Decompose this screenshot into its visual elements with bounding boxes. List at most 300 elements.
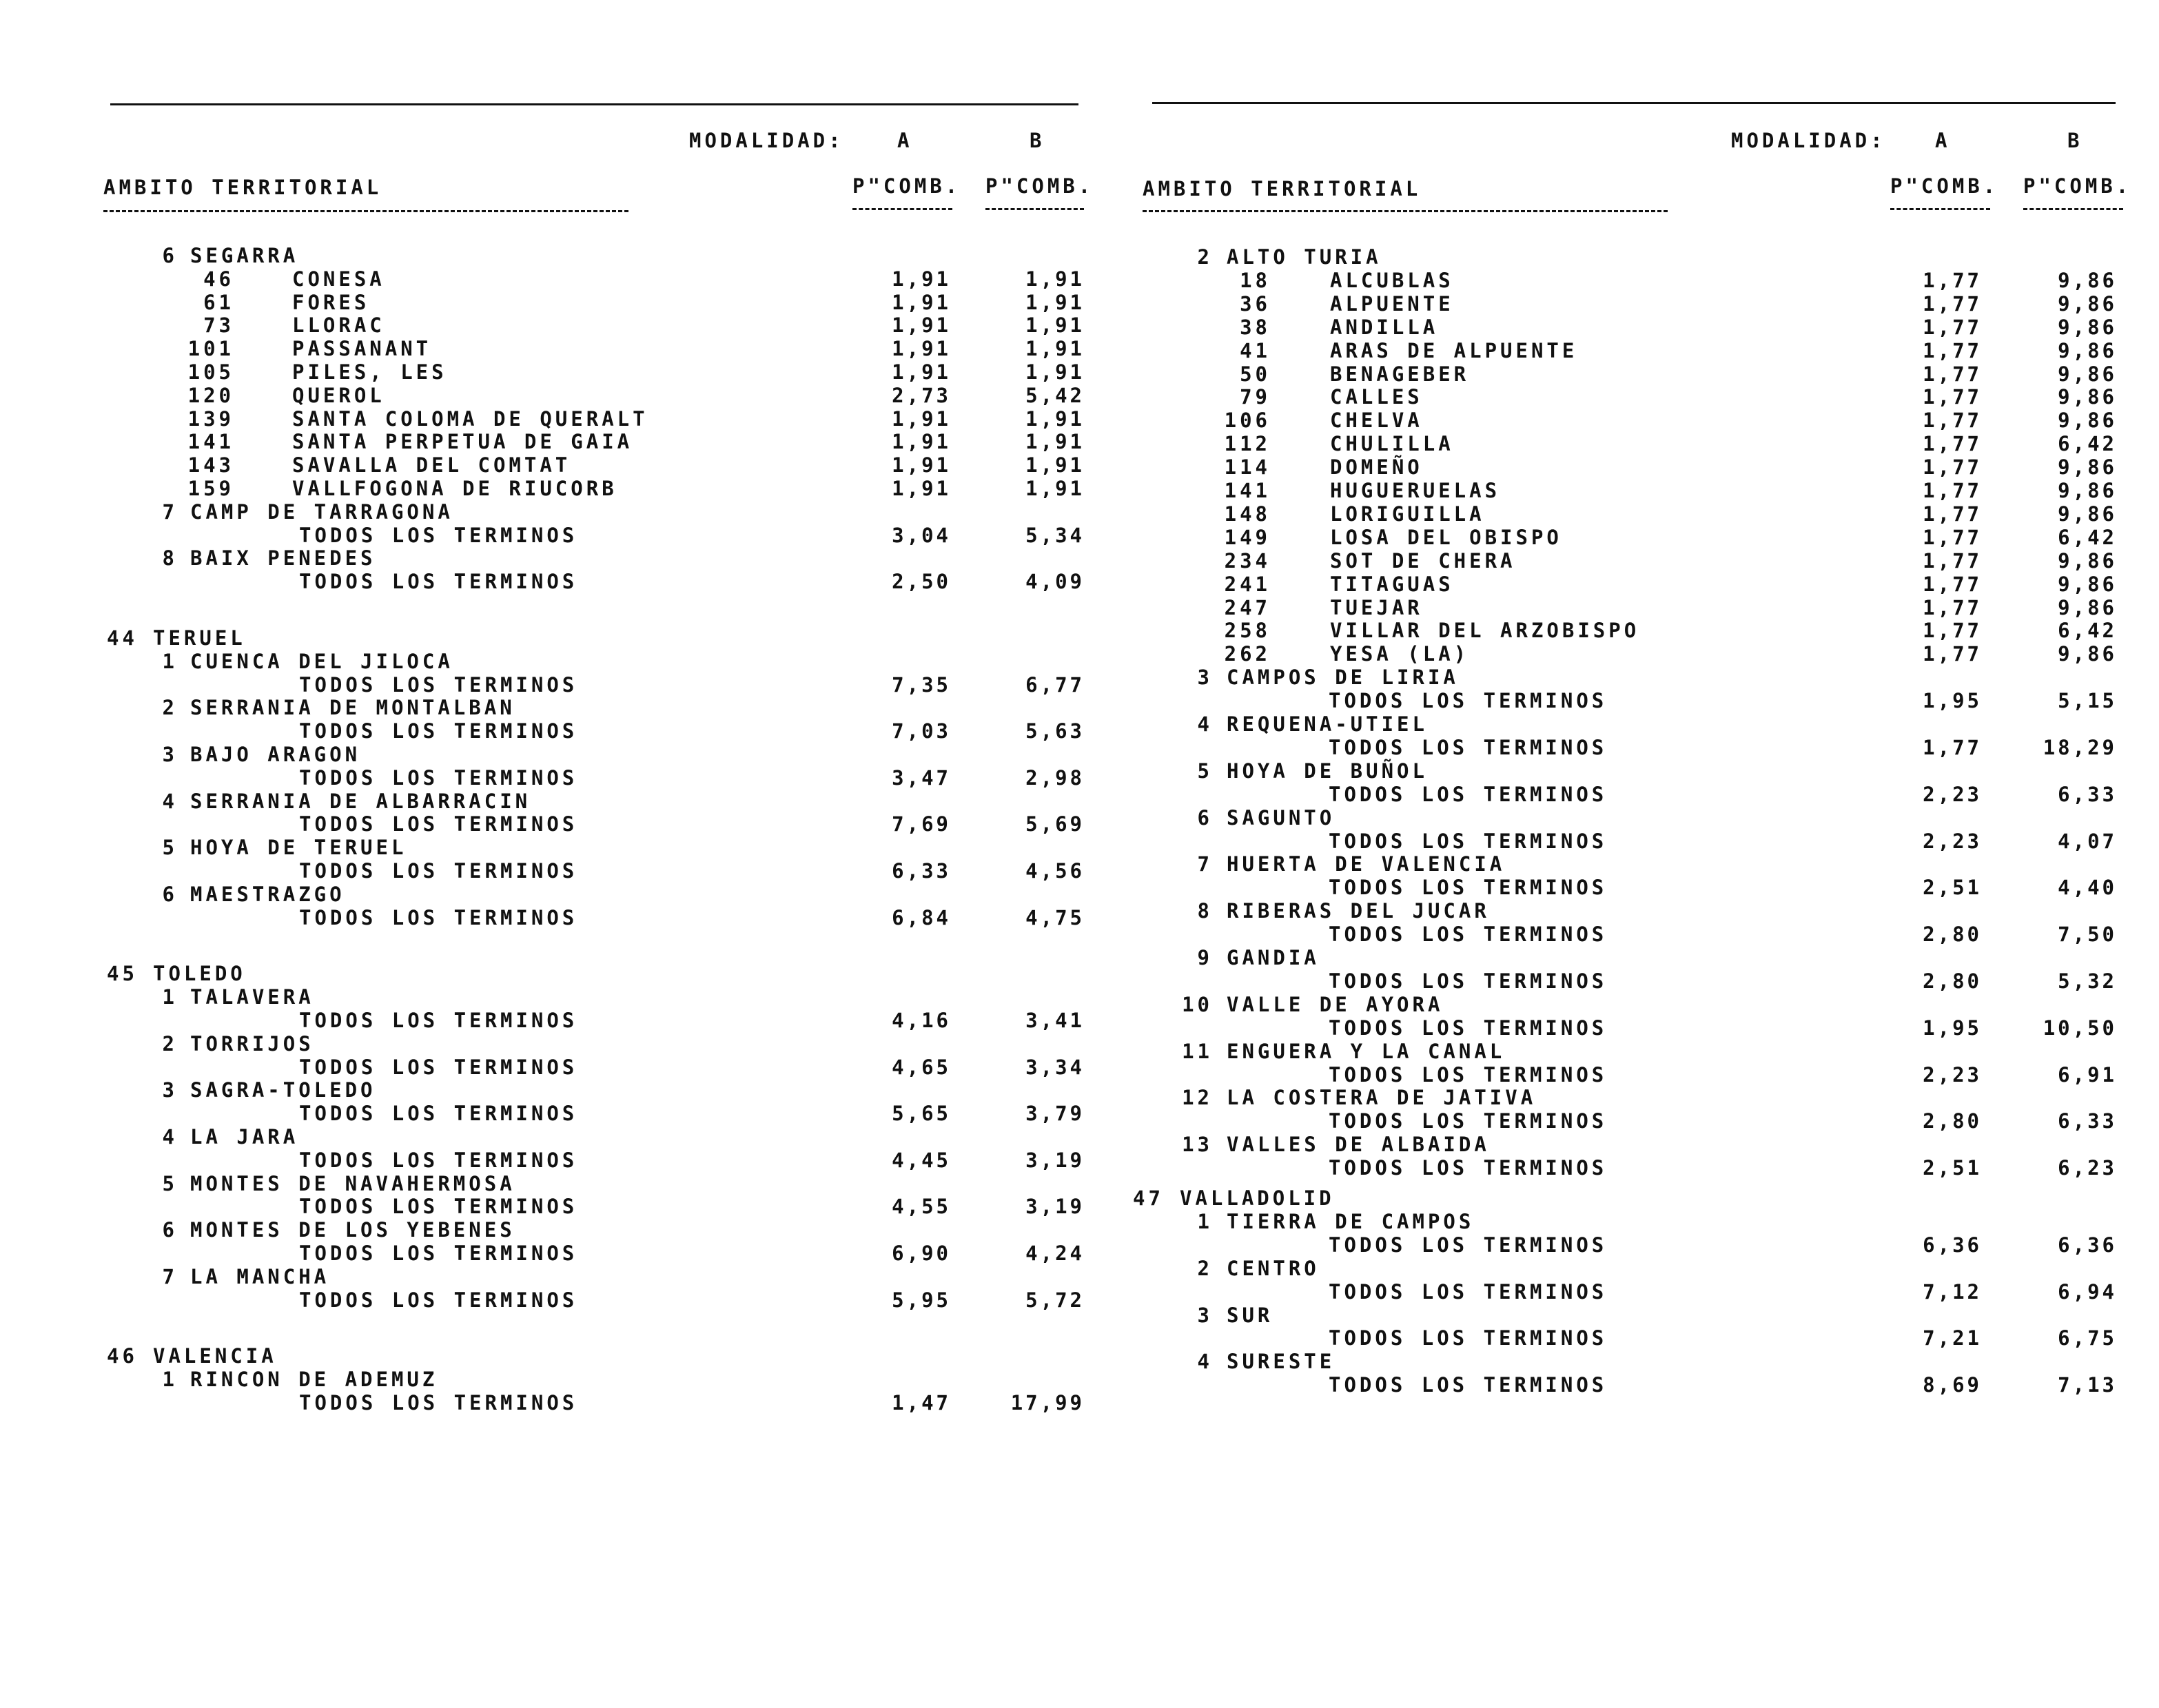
value-a: 2,23 [1923,782,1982,806]
table-row [1103,689,2159,712]
table-row [0,1056,1103,1079]
row-name: SANTA COLOMA DE QUERALT [292,407,648,431]
table-row [0,836,1103,859]
row-name: TODOS LOS TERMINOS [299,523,578,547]
row-name: TODOS LOS TERMINOS [299,570,578,594]
value-a: 4,65 [892,1055,951,1079]
value-a: 2,51 [1923,1156,1982,1180]
row-code: 12 [1182,1086,1213,1110]
row-code: 159 [187,477,234,500]
table-row [0,1344,1103,1368]
table-row [1103,876,2159,899]
row-name: CUENCA DEL JILOCA [190,649,453,673]
row-name: ALCUBLAS [1330,268,1454,292]
row-name: HUGUERUELAS [1330,479,1501,502]
value-b: 9,86 [2058,572,2117,596]
table-row [1103,245,2159,269]
value-a: 6,90 [892,1242,951,1265]
row-name: FORES [292,290,370,314]
row-code: 112 [1224,432,1271,456]
table-row [1103,993,2159,1016]
row-name: SUR [1227,1303,1273,1327]
table-row [1103,409,2159,432]
value-a: 5,65 [892,1102,951,1126]
row-name: CALLES [1330,385,1423,409]
value-a: 4,16 [892,1009,951,1032]
value-b: 5,34 [1025,523,1085,547]
row-code: 46 [203,267,234,291]
row-name: SANTA PERPETUA DE GAIA [292,430,633,454]
row-name: TODOS LOS TERMINOS [1329,829,1608,853]
modalidad-label: MODALIDAD: [689,129,844,152]
value-b: 9,86 [2058,268,2117,292]
table-row [1103,339,2159,362]
row-name: VILLAR DEL ARZOBISPO [1330,619,1640,643]
value-b: 3,19 [1025,1195,1085,1219]
row-name: TODOS LOS TERMINOS [299,1242,578,1265]
row-name: TODOS LOS TERMINOS [299,905,578,929]
row-code: 6 [162,1218,178,1242]
table-row [0,1102,1103,1125]
row-code: 4 [1197,712,1213,736]
table-row [1103,1304,2159,1327]
value-a: 1,91 [892,407,951,431]
row-code: 38 [1240,315,1271,339]
value-a: 1,77 [1923,385,1982,409]
row-name: VALLADOLID [1180,1186,1335,1210]
value-a: 8,69 [1923,1373,1982,1397]
row-code: 1 [162,649,178,673]
table-row [0,906,1103,929]
row-code: 1 [162,985,178,1009]
row-name: TODOS LOS TERMINOS [299,719,578,743]
pcomb-b-underline [985,208,1084,210]
row-code: 3 [1197,666,1213,690]
row-name: LLORAC [292,313,385,338]
row-code: 10 [1182,992,1213,1016]
table-row [1103,946,2159,969]
row-code: 79 [1240,385,1271,409]
table-row [0,407,1103,431]
table-row [1103,316,2159,339]
row-code: 41 [1240,338,1271,362]
pcomb-a-header: P"COMB. [1890,174,1999,198]
value-b: 3,34 [1025,1055,1085,1079]
row-code: 18 [1240,268,1271,292]
value-a: 1,77 [1923,432,1982,456]
ambito-underline [1143,210,1668,212]
table-row [0,1172,1103,1195]
value-a: 1,77 [1923,595,1982,619]
table-row [0,1288,1103,1312]
pcomb-a-underline [1890,208,1990,210]
value-a: 1,47 [892,1391,951,1414]
value-a: 2,51 [1923,876,1982,900]
row-code: 2 [1197,1256,1213,1280]
table-row [0,650,1103,673]
value-a: 1,77 [1923,409,1982,433]
value-a: 4,55 [892,1195,951,1219]
value-b: 1,91 [1025,360,1085,384]
row-name: MAESTRAZGO [190,882,345,906]
value-a: 1,77 [1923,619,1982,643]
value-a: 1,77 [1923,642,1982,666]
row-code: 45 [107,962,138,986]
table-row [1103,923,2159,946]
value-b: 1,91 [1025,430,1085,454]
value-a: 1,91 [892,337,951,361]
value-b: 17,99 [1010,1391,1085,1414]
table-row [0,1149,1103,1172]
row-code: 241 [1224,572,1271,596]
row-code: 8 [1197,899,1213,923]
value-b: 6,42 [2058,432,2117,456]
row-name: SERRANIA DE ALBARRACIN [190,789,531,813]
value-a: 1,91 [892,360,951,384]
row-name: CHELVA [1330,409,1423,433]
table-row [0,453,1103,477]
row-name: SOT DE CHERA [1330,548,1516,573]
row-name: HUERTA DE VALENCIA [1227,852,1506,876]
row-name: TODOS LOS TERMINOS [1329,1062,1608,1087]
table-row [1103,830,2159,853]
row-code: 143 [187,453,234,477]
pcomb-b-header: P"COMB. [985,174,1094,198]
row-name: HOYA DE BUÑOL [1227,759,1428,783]
row-name: TODOS LOS TERMINOS [299,672,578,697]
row-code: 3 [162,743,178,766]
value-b: 9,86 [2058,455,2117,480]
row-code: 2 [162,696,178,720]
value-a: 7,12 [1923,1279,1982,1304]
value-a: 1,91 [892,313,951,338]
value-a: 3,04 [892,523,951,547]
row-name: REQUENA-UTIEL [1227,712,1428,736]
row-name: TODOS LOS TERMINOS [1329,1109,1608,1133]
value-b: 5,72 [1025,1288,1085,1312]
row-name: LA JARA [190,1125,299,1149]
value-b: 1,91 [1025,267,1085,291]
value-a: 1,77 [1923,291,1982,316]
value-a: 1,77 [1923,572,1982,596]
row-name: LA MANCHA [190,1264,330,1288]
row-name: LORIGUILLA [1330,502,1485,526]
row-code: 141 [187,430,234,454]
table-row [0,524,1103,547]
row-name: CAMP DE TARRAGONA [190,500,453,524]
row-name: VALLE DE AYORA [1227,992,1444,1016]
table-row [1103,526,2159,549]
value-b: 6,23 [2058,1156,2117,1180]
row-name: SERRANIA DE MONTALBAN [190,696,515,720]
value-b: 1,91 [1025,453,1085,477]
row-code: 6 [1197,805,1213,830]
row-code: 120 [187,383,234,407]
value-b: 4,75 [1025,905,1085,929]
table-row [0,291,1103,314]
table-row [1103,269,2159,292]
value-a: 7,21 [1923,1326,1982,1350]
row-name: TODOS LOS TERMINOS [1329,1156,1608,1180]
row-name: TODOS LOS TERMINOS [299,1288,578,1312]
row-code: 148 [1224,502,1271,526]
row-code: 46 [107,1344,138,1368]
row-name: VALLFOGONA DE RIUCORB [292,477,617,500]
table-row [1103,573,2159,596]
value-b: 5,63 [1025,719,1085,743]
value-b: 9,86 [2058,315,2117,339]
row-name: TODOS LOS TERMINOS [299,1102,578,1126]
value-b: 6,33 [2058,782,2117,806]
row-code: 262 [1224,642,1271,666]
row-name: TODOS LOS TERMINOS [1329,876,1608,900]
row-name: TODOS LOS TERMINOS [299,765,578,790]
table-row [0,883,1103,906]
row-name: TIERRA DE CAMPOS [1227,1209,1475,1233]
value-a: 1,95 [1923,1016,1982,1040]
row-code: 234 [1224,548,1271,573]
table-row [1103,549,2159,573]
value-b: 4,24 [1025,1242,1085,1265]
value-b: 1,91 [1025,290,1085,314]
row-name: VALLES DE ALBAIDA [1227,1133,1490,1157]
row-name: TODOS LOS TERMINOS [299,1195,578,1219]
row-code: 2 [1197,245,1213,269]
row-name: SAVALLA DEL COMTAT [292,453,571,477]
row-code: 101 [187,337,234,361]
row-code: 247 [1224,595,1271,619]
table-row [0,1218,1103,1242]
table-row [0,719,1103,743]
value-b: 9,86 [2058,362,2117,386]
table-row [1103,1326,2159,1350]
row-code: 5 [162,1171,178,1195]
value-a: 1,91 [892,477,951,500]
row-name: ALTO TURIA [1227,245,1382,269]
table-row [1103,806,2159,830]
value-a: 2,23 [1923,1062,1982,1087]
row-name: SAGRA-TOLEDO [190,1078,376,1102]
row-name: CHULILLA [1330,432,1454,456]
modalidad-label: MODALIDAD: [1731,129,1886,152]
value-b: 10,50 [2043,1016,2117,1040]
value-b: 3,41 [1025,1009,1085,1032]
top-rule [110,103,1078,105]
table-row [0,244,1103,267]
row-code: 47 [1133,1186,1164,1210]
value-a: 1,77 [1923,338,1982,362]
value-b: 9,86 [2058,409,2117,433]
value-b: 1,91 [1025,477,1085,500]
value-b: 6,42 [2058,525,2117,549]
value-b: 5,69 [1025,812,1085,836]
value-b: 3,19 [1025,1148,1085,1172]
table-row [1103,1133,2159,1156]
value-a: 1,77 [1923,502,1982,526]
ambito-underline [103,210,628,212]
modalidad-a-label: A [897,129,913,152]
table-row [1103,1373,2159,1397]
row-name: TODOS LOS TERMINOS [299,859,578,883]
table-row [0,430,1103,453]
value-a: 1,91 [892,453,951,477]
value-b: 5,15 [2058,689,2117,713]
value-a: 1,91 [892,430,951,454]
row-name: GANDIA [1227,946,1320,969]
row-name: VALENCIA [153,1344,277,1368]
row-code: 105 [187,360,234,384]
table-row [0,477,1103,500]
value-b: 1,91 [1025,337,1085,361]
value-b: 1,91 [1025,407,1085,431]
value-b: 9,86 [2058,385,2117,409]
top-rule [1152,102,2116,104]
table-row [0,985,1103,1009]
row-code: 7 [162,1264,178,1288]
row-code: 4 [1197,1350,1213,1374]
modalidad-a-label: A [1935,129,1951,152]
row-name: SEGARRA [190,244,299,267]
modalidad-b-label: B [2067,129,2083,152]
value-a: 7,03 [892,719,951,743]
row-name: PILES, LES [292,360,447,384]
table-row [0,313,1103,337]
row-name: BENAGEBER [1330,362,1470,386]
row-code: 106 [1224,409,1271,433]
row-name: TODOS LOS TERMINOS [299,1391,578,1414]
table-row [0,1195,1103,1218]
row-name: ENGUERA Y LA CANAL [1227,1039,1506,1063]
table-row [1103,502,2159,526]
value-a: 2,80 [1923,923,1982,947]
value-a: 1,77 [1923,455,1982,480]
value-a: 6,33 [892,859,951,883]
table-row [1103,1109,2159,1133]
table-row [1103,1086,2159,1109]
pcomb-a-header: P"COMB. [852,174,961,198]
value-b: 18,29 [2043,735,2117,759]
value-b: 5,42 [1025,383,1085,407]
table-row [1103,1350,2159,1373]
value-b: 9,86 [2058,338,2117,362]
value-a: 1,95 [1923,689,1982,713]
value-b: 6,91 [2058,1062,2117,1087]
value-a: 7,35 [892,672,951,697]
row-name: TODOS LOS TERMINOS [299,1009,578,1032]
row-code: 3 [162,1078,178,1102]
value-b: 9,86 [2058,479,2117,502]
table-row [1103,1210,2159,1233]
row-name: CAMPOS DE LIRIA [1227,666,1459,690]
row-name: TOLEDO [153,962,246,986]
table-row [1103,1257,2159,1280]
row-name: QUEROL [292,383,385,407]
table-row [0,626,1103,650]
row-code: 50 [1240,362,1271,386]
row-name: MONTES DE NAVAHERMOSA [190,1171,515,1195]
value-a: 5,95 [892,1288,951,1312]
row-name: DOMEÑO [1330,455,1423,480]
row-name: TUEJAR [1330,595,1423,619]
value-b: 6,77 [1025,672,1085,697]
row-code: 44 [107,626,138,650]
value-b: 9,86 [2058,595,2117,619]
table-row [0,1391,1103,1414]
value-b: 3,79 [1025,1102,1085,1126]
value-a: 2,23 [1923,829,1982,853]
table-row [0,790,1103,813]
table-row [0,743,1103,766]
row-name: TODOS LOS TERMINOS [1329,1326,1608,1350]
value-b: 4,56 [1025,859,1085,883]
row-code: 4 [162,1125,178,1149]
value-b: 7,13 [2058,1373,2117,1397]
value-b: 9,86 [2058,642,2117,666]
value-b: 7,50 [2058,923,2117,947]
value-b: 6,33 [2058,1109,2117,1133]
row-code: 5 [1197,759,1213,783]
value-a: 1,77 [1923,315,1982,339]
table-row [1103,385,2159,409]
row-code: 7 [1197,852,1213,876]
table-row [0,1009,1103,1032]
row-name: TODOS LOS TERMINOS [1329,1279,1608,1304]
value-b: 2,98 [1025,765,1085,790]
table-row [1103,432,2159,455]
row-name: TODOS LOS TERMINOS [1329,1373,1608,1397]
row-name: TODOS LOS TERMINOS [1329,923,1608,947]
value-a: 4,45 [892,1148,951,1172]
table-row [0,673,1103,697]
table-row [1103,969,2159,993]
row-code: 258 [1224,619,1271,643]
row-code: 61 [203,290,234,314]
value-a: 2,73 [892,383,951,407]
table-row [1103,1186,2159,1210]
table-row [0,766,1103,790]
row-name: RIBERAS DEL JUCAR [1227,899,1490,923]
value-a: 2,50 [892,570,951,594]
table-row [0,859,1103,883]
value-a: 6,84 [892,905,951,929]
row-code: 73 [203,313,234,338]
table-row [1103,1280,2159,1304]
value-b: 6,36 [2058,1233,2117,1257]
row-name: ALPUENTE [1330,291,1454,316]
table-row [1103,292,2159,316]
table-row [1103,899,2159,923]
value-b: 4,07 [2058,829,2117,853]
row-name: LOSA DEL OBISPO [1330,525,1562,549]
value-a: 2,80 [1923,969,1982,993]
row-name: YESA (LA) [1330,642,1470,666]
value-a: 6,36 [1923,1233,1982,1257]
value-a: 3,47 [892,765,951,790]
row-name: SAGUNTO [1227,805,1336,830]
table-row [1103,1233,2159,1257]
value-b: 6,42 [2058,619,2117,643]
row-code: 5 [162,836,178,860]
row-name: PASSANANT [292,337,432,361]
row-code: 114 [1224,455,1271,480]
row-name: TODOS LOS TERMINOS [1329,969,1608,993]
table-row [1103,619,2159,642]
right-column [1103,0,2159,1708]
row-name: TODOS LOS TERMINOS [1329,735,1608,759]
table-row [1103,759,2159,783]
row-name: RINCON DE ADEMUZ [190,1368,438,1392]
row-code: 6 [162,244,178,267]
